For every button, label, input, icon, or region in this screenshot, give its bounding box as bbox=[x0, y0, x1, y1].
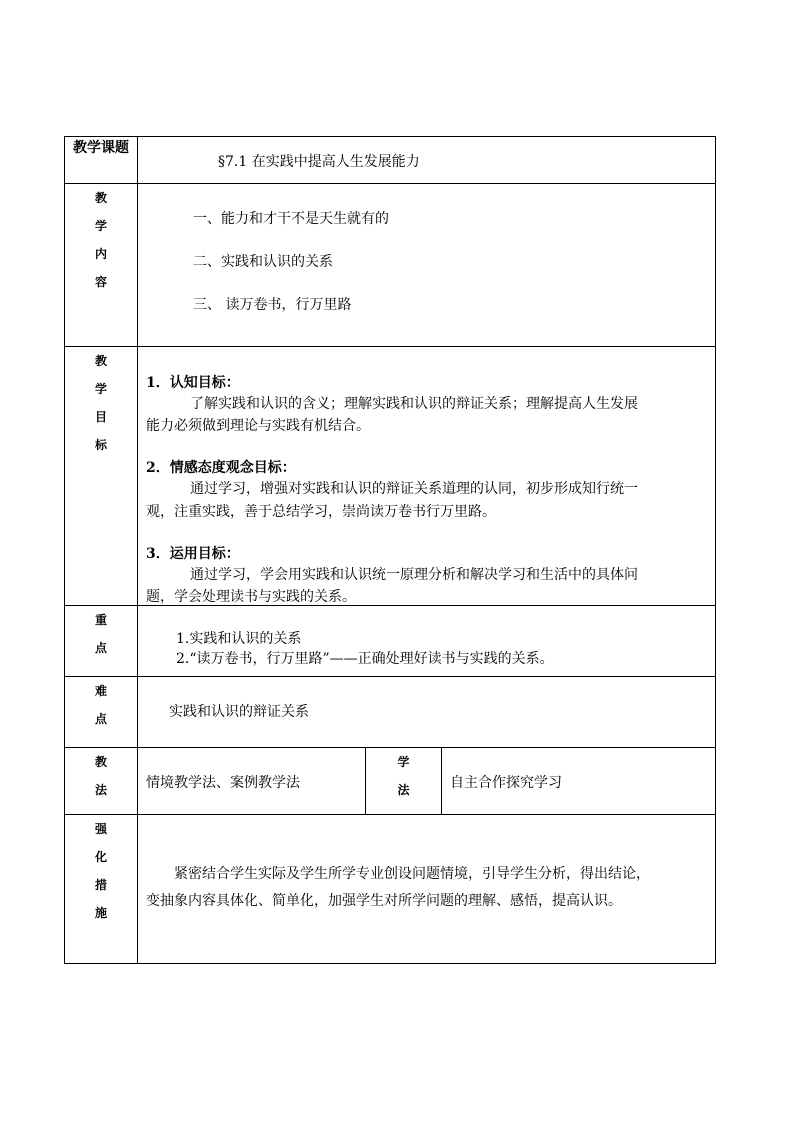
measures-label: 强 化 措 施 bbox=[94, 822, 107, 920]
measures-label-cell bbox=[65, 815, 138, 964]
learn-method-label-cell bbox=[366, 748, 442, 815]
goal1-line1: 了解实践和认识的含义；理解实践和认识的辩证关系；理解提高人生发展 bbox=[190, 396, 638, 412]
key-label-cell bbox=[65, 606, 138, 677]
goal3-line2: 题，学会处理读书与实践的关系。 bbox=[146, 589, 356, 605]
difficulty-label-cell bbox=[65, 677, 138, 748]
content-label: 教 学 内 容 bbox=[94, 191, 107, 289]
content-row bbox=[65, 184, 716, 347]
learn-method-value-cell bbox=[442, 748, 716, 815]
measures-line1: 紧密结合学生实际及学生所学专业创设问题情境，引导学生分析，得出结论， bbox=[174, 866, 650, 882]
content-item-3: 三、 读万卷书，行万里路 bbox=[193, 297, 352, 313]
goal1-heading: 1．认知目标： bbox=[146, 375, 240, 391]
title-row bbox=[65, 137, 716, 184]
goal2-line2: 观，注重实践，善于总结学习，崇尚读万卷书行万里路。 bbox=[146, 504, 496, 520]
learn-method-value: 自主合作探究学习 bbox=[450, 775, 562, 791]
goals-value-cell bbox=[138, 347, 716, 606]
learn-method-label: 学 法 bbox=[397, 755, 410, 797]
title-value: §7.1 在实践中提高人生发展能力 bbox=[218, 154, 420, 170]
measures-row bbox=[65, 815, 716, 964]
goal1-line2: 能力必须做到理论与实践有机结合。 bbox=[146, 418, 370, 434]
goals-label: 教 学 目 标 bbox=[94, 354, 107, 452]
difficulty-label: 难 点 bbox=[94, 684, 107, 726]
teach-method-value: 情境教学法、案例教学法 bbox=[146, 775, 300, 791]
key-item-1: 1.实践和认识的关系 bbox=[176, 631, 302, 647]
key-row bbox=[65, 606, 716, 677]
method-row bbox=[65, 748, 716, 815]
teach-method-label: 教 法 bbox=[94, 755, 107, 797]
content-item-1: 一、能力和才干不是天生就有的 bbox=[193, 211, 389, 227]
teach-method-value-cell bbox=[138, 748, 366, 815]
title-value-cell bbox=[138, 137, 716, 184]
goal3-line1: 通过学习，学会用实践和认识统一原理分析和解决学习和生活中的具体问 bbox=[190, 567, 638, 583]
goal2-line1: 通过学习，增强对实践和认识的辩证关系道理的认同，初步形成知行统一 bbox=[190, 481, 638, 497]
lesson-plan-table bbox=[64, 136, 716, 964]
key-value-cell bbox=[138, 606, 716, 677]
teach-method-label-cell bbox=[65, 748, 138, 815]
key-label: 重 点 bbox=[94, 613, 107, 655]
content-value-cell bbox=[138, 184, 716, 347]
measures-line2: 变抽象内容具体化、简单化，加强学生对所学问题的理解、感悟，提高认识。 bbox=[146, 893, 622, 909]
title-label: 教学课题 bbox=[65, 137, 138, 184]
difficulty-row bbox=[65, 677, 716, 748]
goal2-heading: 2．情感态度观念目标： bbox=[146, 460, 296, 476]
key-item-2: 2.“读万卷书，行万里路”——正确处理好读书与实践的关系。 bbox=[176, 651, 554, 667]
measures-value-cell bbox=[138, 815, 716, 964]
content-label-cell bbox=[65, 184, 138, 347]
goals-label-cell bbox=[65, 347, 138, 606]
difficulty-value: 实践和认识的辩证关系 bbox=[169, 704, 309, 720]
goals-row bbox=[65, 347, 716, 606]
content-item-2: 二、实践和认识的关系 bbox=[193, 254, 333, 270]
difficulty-value-cell bbox=[138, 677, 716, 748]
goal3-heading: 3．运用目标： bbox=[146, 546, 240, 562]
